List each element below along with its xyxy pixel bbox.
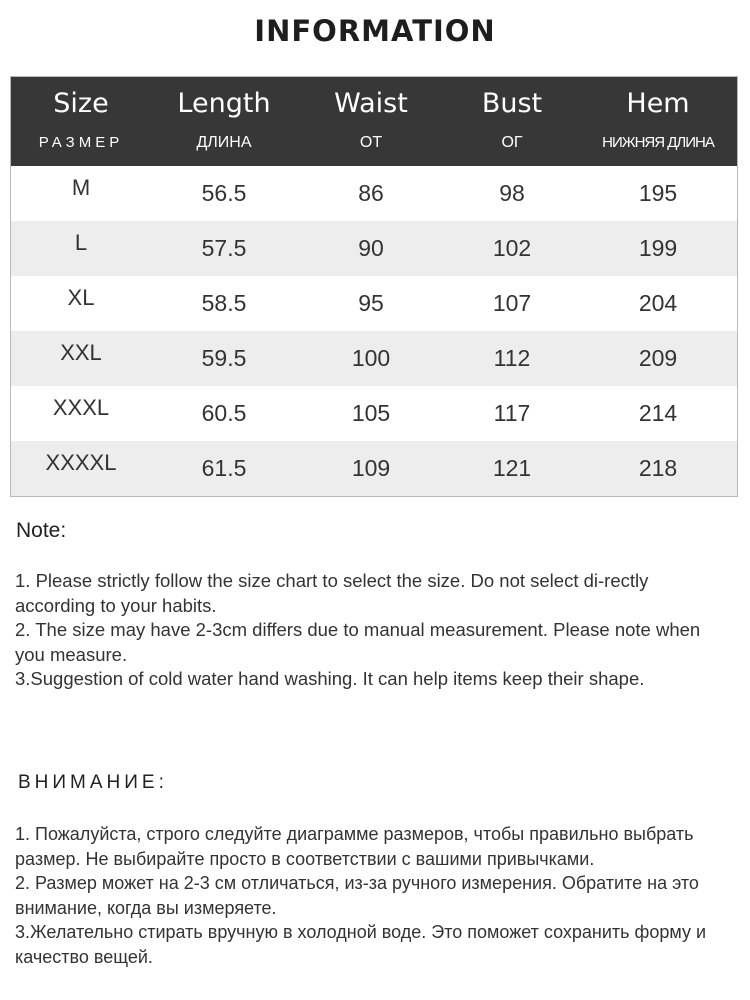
cell-length: 58.5 [201,290,247,316]
table-row [11,331,737,386]
note-paragraph: 3.Suggestion of cold water hand washing. It can help items keep their shape. [15,668,645,689]
page-title: INFORMATION [254,14,496,48]
header-sublabel: ОТ [359,134,383,151]
cell-waist: 95 [358,290,384,316]
cell-waist: 90 [358,235,384,261]
note-body [15,569,715,692]
cell-bust: 121 [492,455,532,481]
header-label: Hem [626,88,690,119]
cell-bust: 107 [492,290,532,316]
cell-size: XXXXL [45,450,117,475]
table-row [11,221,737,276]
header-bust [445,77,579,166]
note-heading: Note: [16,519,67,542]
cell-waist: 86 [358,180,384,206]
cell-length: 60.5 [201,400,247,426]
ru-note-paragraph: 1. Пожалуйста, строго следуйте диаграмме размеров, чтобы правильно выбрать размер. Не выбирайте просто в соответствии с вашими привычками. [15,824,694,869]
cell-bust: 117 [493,400,531,426]
cell-length: 56.5 [201,180,247,206]
cell-hem: 218 [638,455,678,481]
ru-note-paragraph: 2. Размер может на 2-3 см отличаться, из-за ручного измерения. Обратите на это внимание, когда вы измеряете. [15,873,699,918]
cell-bust: 102 [492,235,532,261]
cell-hem: 195 [638,180,678,206]
table-row [11,441,737,496]
header-length [151,77,297,166]
cell-bust: 98 [499,180,525,206]
header-sublabel: НИЖНЯЯ ДЛИНА [602,134,714,151]
size-chart-table [10,76,738,497]
cell-waist: 100 [351,345,391,371]
cell-size: L [74,230,88,255]
table-header [11,77,737,166]
ru-note-paragraph: 3.Желательно стирать вручную в холодной воде. Это поможет сохранить форму и качество вещей. [15,922,707,967]
header-sublabel: ДЛИНА [196,134,252,151]
header-label: Size [53,88,109,119]
cell-length: 61.5 [201,455,247,481]
ru-note-body [15,822,735,969]
cell-length: 59.5 [201,345,247,371]
header-label: Bust [481,88,543,119]
note-paragraph: 1. Please strictly follow the size chart to select the size. Do not select di-rectly according to your habits. [15,570,649,616]
header-label: Length [177,88,271,119]
cell-bust: 112 [493,345,531,371]
ru-note-heading: ВНИМАНИЕ: [18,772,168,793]
cell-size: XL [67,285,95,310]
cell-waist: 105 [351,400,391,426]
table-row [11,386,737,441]
note-paragraph: 2. The size may have 2-3cm differs due to manual measurement. Please note when you measure. [15,619,701,665]
cell-size: XXL [60,340,102,365]
header-size [11,77,151,166]
cell-length: 57.5 [201,235,247,261]
header-sublabel: ОГ [501,134,523,151]
header-sublabel: РАЗМЕР [38,134,124,151]
cell-size: XXXL [52,395,110,420]
cell-waist: 109 [351,455,391,481]
table-row [11,276,737,331]
header-label: Waist [334,88,408,119]
header-waist [297,77,445,166]
header-hem [579,77,737,166]
table-row [11,166,737,221]
cell-hem: 204 [638,290,678,316]
cell-hem: 199 [638,235,678,261]
cell-hem: 209 [638,345,678,371]
cell-hem: 214 [638,400,678,426]
cell-size: M [71,175,91,200]
